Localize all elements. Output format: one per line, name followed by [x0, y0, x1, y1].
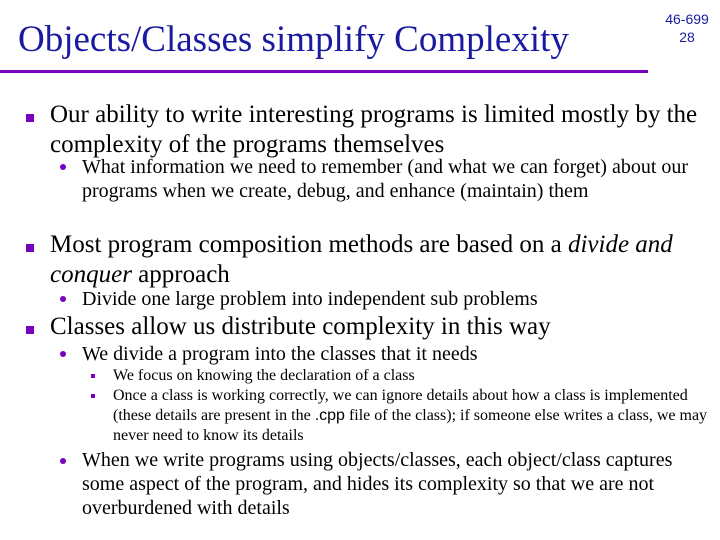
bullet-3-sub-1-b [113, 386, 713, 446]
bullet-2-text-pre: Most program composition methods are based on a [50, 231, 568, 258]
small-bullet-icon [91, 394, 95, 398]
bullet-3-sub-2: When we write programs using objects/classes, each object/class captures some aspect of the program, and hides its complexity so that we are not overburdened with details [82, 449, 673, 519]
course-code: 46-699 [665, 11, 709, 27]
bullet-1: Our ability to write interesting programs is limited mostly by the complexity of the programs themselves [50, 101, 698, 158]
dot-bullet-icon [60, 458, 66, 464]
bullet-3-sub-1-b-post: file of the class); if someone else writes a class, we may never need to know its details [113, 407, 708, 444]
bullet-2 [50, 230, 710, 290]
slide-number-box [662, 10, 712, 46]
dot-bullet-icon [60, 351, 66, 357]
bullet-3: Classes allow us distribute complexity in this way [50, 313, 551, 340]
bullet-3-sub-1: We divide a program into the classes that it needs [82, 343, 478, 365]
bullet-3-sub-1-b-pre: Once a class is working correctly, we can ignore details about how a class is implemented (these details are present in the [113, 387, 688, 424]
square-bullet-icon [26, 326, 34, 334]
dot-bullet-icon [60, 164, 66, 170]
cpp-code: .cpp [314, 407, 345, 424]
bullet-2-text-post: approach [131, 261, 230, 288]
bullet-2-sub-1: Divide one large problem into independent sub problems [82, 288, 538, 310]
title-underline [0, 70, 648, 73]
bullet-3-sub-1-a: We focus on knowing the declaration of a class [113, 367, 415, 384]
small-bullet-icon [91, 374, 95, 378]
bullet-2-emphasis: divide and conquer [50, 231, 673, 288]
bullet-1-sub-1: What information we need to remember (and what we can forget) about our programs when we create, debug, and enhance (maintain) them [82, 156, 689, 202]
slide-title: Objects/Classes simplify Complexity [18, 19, 569, 60]
slide-number: 28 [679, 29, 695, 45]
square-bullet-icon [26, 114, 34, 122]
dot-bullet-icon [60, 296, 66, 302]
square-bullet-icon [26, 244, 34, 252]
